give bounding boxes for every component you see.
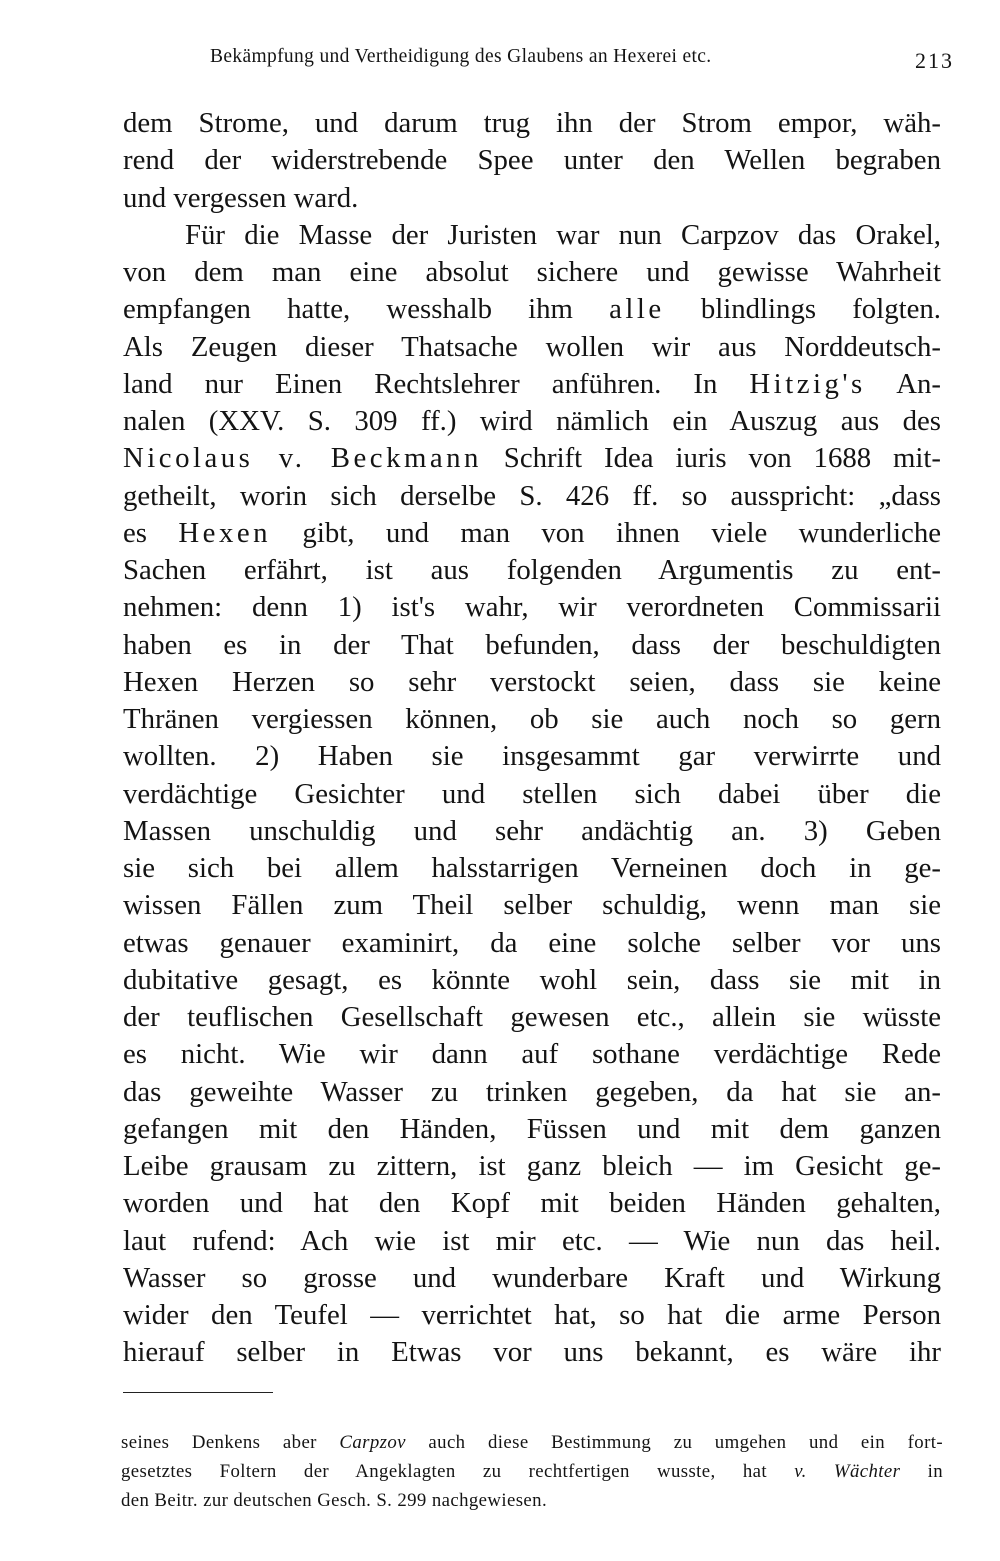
text-line: verdächtige Gesichter und stellen sich dabei über die [123,777,941,810]
text-line: rend der widerstrebende Spee unter den Wellen begraben [123,144,941,177]
text-segment: es [123,516,179,549]
text-line: Thränen vergiessen können, ob sie auch noch so gern [123,703,941,735]
name-spaced-beckmann: Nicolaus v. Beckmann [123,442,482,475]
text-line [123,291,941,328]
footnote-divider [123,1392,273,1393]
text-line: Hexen Herzen so sehr verstockt seien, dass sie keine [123,665,941,698]
text-line: wollten. 2) Haben sie insgesammt gar verwirrte und [123,740,941,773]
text-line: von dem man eine absolut sichere und gewisse Wahrheit [123,256,941,288]
text-segment: Schrift Idea iuris von 1688 mit- [481,442,941,475]
text-line: der teuflischen Gesellschaft gewesen etc., allein sie wüsste [123,1001,941,1033]
text-line: wissen Fällen zum Theil selber schuldig, wenn man sie [123,889,941,922]
italic-name-waechter: v. Wächter [794,1461,901,1482]
text-segment: auch diese Bestimmung zu umgehen und ein fort- [405,1432,943,1453]
page-header [210,44,954,78]
text-line: nehmen: denn 1) ist's wahr, wir verordneten Commissarii [123,591,941,624]
text-segment: An- [865,367,941,400]
footnote-line [121,1457,943,1486]
emphasis-spaced: alle [609,293,665,326]
text-line: das geweihte Wasser zu trinken gegeben, da hat sie an- [123,1075,941,1108]
text-segment: empfangen hatte, wesshalb ihm [123,293,610,326]
text-line: und vergessen ward. [123,181,359,214]
text-line: etwas genauer examinirt, da eine solche selber vor uns [123,926,941,959]
text-line: Massen unschuldig und sehr andächtig an. 3) Geben [123,814,941,847]
page-number: 213 [915,48,954,73]
text-segment: seines Denkens aber [121,1432,340,1453]
footnote-line [121,1428,943,1457]
text-line [123,440,941,477]
text-line: dem Strome, und darum trug ihn der Strom empor, wäh- [123,107,941,139]
italic-name-carpzov: Carpzov [339,1432,406,1453]
text-line: wider den Teufel — verrichtet hat, so hat die arme Person [123,1299,941,1331]
footnote-line: den Beitr. zur deutschen Gesch. S. 299 nachgewiesen. [121,1490,548,1511]
name-spaced-hitzig: Hitzig's [749,367,866,400]
text-line: nalen (XXV. S. 309 ff.) wird nämlich ein Auszug aus des [123,405,941,437]
text-line [123,366,941,403]
text-segment: blindlings folgten. [664,293,941,326]
emphasis-spaced: Hexen [178,516,272,549]
text-segment: gesetztes Foltern der Angeklagten zu rechtfertigen wusste, hat [121,1461,795,1482]
text-line: hierauf selber in Etwas vor uns bekannt, es wäre ihr [123,1336,941,1369]
text-line: Als Zeugen dieser Thatsache wollen wir aus Norddeutsch- [123,330,941,363]
text-line: gefangen mit den Händen, Füssen und mit dem ganzen [123,1112,941,1145]
text-line: dubitative gesagt, es könnte wohl sein, dass sie mit in [123,963,941,996]
text-line: getheilt, worin sich derselbe S. 426 ff. so ausspricht: „dass [123,479,941,512]
text-line: worden und hat den Kopf mit beiden Händen gehalten, [123,1187,941,1220]
text-line: laut rufend: Ach wie ist mir etc. — Wie nun das heil. [123,1224,941,1257]
running-title: Bekämpfung und Vertheidigung des Glaubens an Hexerei etc. [210,46,712,67]
text-segment: land nur Einen Rechtslehrer anführen. In [123,367,750,400]
text-segment: gibt, und man von ihnen viele wunderliche [271,516,941,549]
text-line: es nicht. Wie wir dann auf sothane verdächtige Rede [123,1038,941,1071]
text-line: Wasser so grosse und wunderbare Kraft und Wirkung [123,1261,941,1294]
text-line: sie sich bei allem halsstarrigen Verneinen doch in ge- [123,852,941,884]
text-line: Sachen erfährt, ist aus folgenden Argumentis zu ent- [123,554,941,586]
text-segment: in [900,1461,943,1482]
text-line [123,515,941,552]
text-line: haben es in der That befunden, dass der beschuldigten [123,628,941,661]
body-text [123,105,941,1372]
paragraph-start-line: Für die Masse der Juristen war nun Carpzov das Orakel, [185,218,941,251]
footnote-block [121,1428,943,1515]
text-line: Leibe grausam zu zittern, ist ganz bleich — im Gesicht ge- [123,1150,941,1182]
